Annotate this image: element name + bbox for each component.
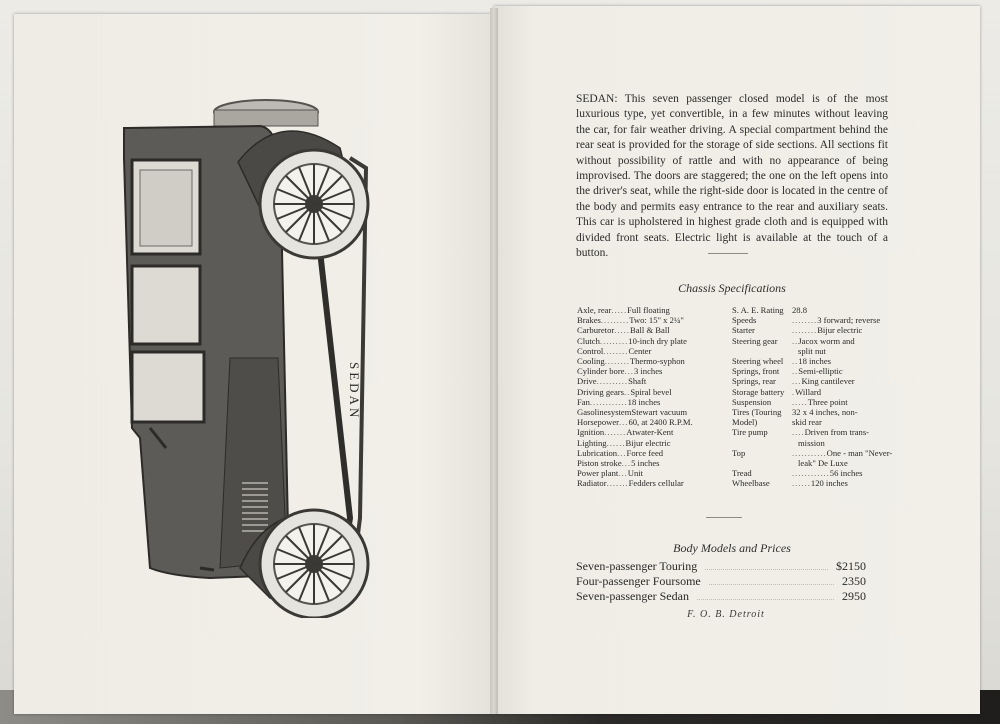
spec-value: 120 inches: [810, 478, 848, 489]
spec-row: [577, 336, 727, 346]
spec-leader: ...: [792, 376, 802, 387]
spec-key: Speeds: [732, 315, 757, 326]
model-row: [576, 574, 866, 589]
spec-key: Ignition: [577, 427, 605, 438]
spec-key: Piston stroke: [577, 458, 622, 469]
spec-leader: ...: [618, 468, 628, 479]
spec-row: [732, 448, 892, 458]
spec-key: Tread: [732, 468, 752, 479]
spec-value: Willard: [795, 386, 822, 397]
spec-row: [732, 417, 892, 427]
spec-row: [577, 346, 727, 356]
book-gutter: [490, 8, 498, 714]
spec-value: 3 inches: [633, 366, 663, 377]
spec-key: Radiator: [577, 478, 607, 489]
spec-value: Unit: [627, 468, 644, 479]
spec-leader: ..: [792, 366, 799, 377]
spec-leader: ........: [604, 356, 630, 367]
spec-value: leak" De Luxe: [798, 458, 848, 469]
spec-key: Brakes: [577, 315, 601, 326]
spec-row: [577, 468, 727, 478]
spec-key: Lubrication: [577, 447, 618, 458]
spec-key: Steering gear: [732, 335, 778, 346]
spec-leader: .........: [600, 315, 630, 326]
spec-key: Fan: [577, 396, 590, 407]
spec-value: Center: [628, 345, 652, 356]
spec-row: [732, 397, 892, 407]
chassis-specifications-title: Chassis Specifications: [678, 281, 786, 295]
spec-row: [577, 366, 727, 376]
divider-2: [706, 517, 742, 518]
spec-value: Three point: [807, 396, 848, 407]
spec-key: Lighting: [577, 437, 607, 448]
spec-value: Bijur electric: [625, 437, 671, 448]
spec-value: Stewart vacuum: [631, 407, 688, 418]
spec-key: Wheelbase: [732, 478, 770, 489]
spec-row: [732, 376, 892, 386]
spec-row: [732, 356, 892, 366]
specs-right-column: [732, 305, 892, 489]
spec-row: [732, 305, 892, 315]
spec-row: [732, 478, 892, 488]
spec-row: [577, 397, 727, 407]
spec-leader: ...........: [792, 447, 827, 458]
spec-row: [577, 427, 727, 437]
spec-key: Starter: [732, 325, 755, 336]
spec-value: 10-inch dry plate: [628, 335, 687, 346]
spec-value: Spiral bevel: [630, 386, 672, 397]
spec-leader: ........: [792, 315, 818, 326]
spec-key: Steering wheel: [732, 356, 784, 367]
spec-value: Jacox worm and: [798, 335, 855, 346]
spec-value: 3 forward; reverse: [817, 315, 881, 326]
spec-leader: ...: [621, 458, 632, 469]
spec-value: split nut: [798, 345, 826, 356]
spec-value: Force feed: [626, 447, 664, 458]
spec-value: Two: 15" x 2¼": [629, 315, 684, 326]
spec-leader: ........: [603, 345, 629, 356]
spec-key: Tires (Touring: [732, 407, 782, 418]
spec-leader: ...: [617, 447, 627, 458]
spec-row: [732, 325, 892, 335]
spec-row: [732, 315, 892, 325]
spec-value: 18 inches: [627, 396, 661, 407]
spec-value: Bijur electric: [817, 325, 863, 336]
spec-key: Top: [732, 447, 746, 458]
spec-key: Horsepower: [577, 417, 619, 428]
spec-value: One - man "Never-: [826, 447, 893, 458]
spec-value: Ball & Ball: [629, 325, 670, 336]
spec-value: Shaft: [628, 376, 647, 387]
spec-row: [732, 346, 892, 356]
spec-row: [732, 387, 892, 397]
spec-value: Thermo-syphon: [629, 356, 685, 367]
spec-key: Carburetor: [577, 325, 615, 336]
model-name: Seven-passenger Sedan: [576, 589, 689, 603]
spec-leader: ............: [792, 468, 830, 479]
spec-row: [732, 427, 892, 437]
spec-value: King cantilever: [801, 376, 855, 387]
spec-key: Springs, front: [732, 366, 780, 377]
spec-row: [577, 448, 727, 458]
spec-key: S. A. E. Rating: [732, 305, 784, 315]
spec-leader: .......: [606, 478, 629, 489]
spec-value: skid rear: [792, 417, 822, 428]
model-price: $2150: [836, 559, 866, 573]
spec-key: Driving gears: [577, 386, 625, 397]
spec-leader: .....: [614, 325, 630, 336]
spec-row: [732, 407, 892, 417]
spec-value: Fedders cellular: [628, 478, 684, 489]
spec-row: [577, 356, 727, 366]
spec-leader: ....: [792, 427, 805, 438]
body-models-title: Body Models and Prices: [673, 541, 791, 555]
spec-value: 32 x 4 inches, non-: [792, 407, 858, 418]
spec-leader: ......: [606, 437, 626, 448]
spec-leader: ..: [792, 356, 799, 367]
spec-key: Tire pump: [732, 427, 768, 438]
spec-value: mission: [798, 437, 825, 448]
spec-key: Axle, rear: [577, 305, 612, 315]
spec-leader: .: [792, 386, 796, 397]
spec-leader: ...: [624, 366, 634, 377]
spec-row: [732, 366, 892, 376]
spec-value: Full floating: [627, 305, 670, 315]
spec-value: Semi-elliptic: [798, 366, 843, 377]
model-price: 2950: [842, 589, 866, 603]
spec-row: [732, 458, 892, 468]
spec-key: Clutch: [577, 335, 600, 346]
model-name: Four-passenger Foursome: [576, 574, 701, 588]
spec-key: Drive: [577, 376, 597, 387]
spec-leader: ..: [792, 335, 799, 346]
spec-row: [577, 315, 727, 325]
models-price-list: [576, 559, 866, 604]
spec-leader: ...: [619, 417, 629, 428]
spec-key: Model): [732, 417, 758, 428]
spec-key: Gasolinesystem: [577, 407, 632, 418]
spec-key: Control: [577, 345, 604, 356]
spec-key: Suspension: [732, 396, 772, 407]
spec-row: [577, 387, 727, 397]
spec-row: [577, 325, 727, 335]
spec-value: Driven from trans-: [804, 427, 870, 438]
model-name: Seven-passenger Touring: [576, 559, 698, 573]
spec-leader: ........: [792, 325, 818, 336]
spec-row: [732, 336, 892, 346]
spec-value: 60, at 2400 R.P.M.: [628, 417, 693, 428]
spec-value: 28.8: [792, 305, 808, 315]
spec-key: Springs, rear: [732, 376, 776, 387]
spec-leader: .........: [599, 335, 629, 346]
spec-row: [577, 478, 727, 488]
spec-row: [577, 305, 727, 315]
sedan-description: SEDAN: This seven passenger closed model is of the most luxurious type, yet convertible, in a few minutes without leaving the car, for fair weather driving. A special compartment behind the rear seat is provided for the storage of side sections. All sections fit without possibility of rattle and with no appearance of being improvised. The doors are staggered; the one on the left opens into the driver's seat, while the right-side door is located in the centre of the body and permits easy entrance to the rear and auxiliary seats. This car is upholstered in highest grade cloth and is equipped with divided front seats. Electric light is available at the touch of a button.: [576, 93, 888, 260]
spec-row: [577, 417, 727, 427]
spec-row: [732, 438, 892, 448]
fob-note: F. O. B. Detroit: [687, 609, 765, 620]
spec-leader: .....: [792, 396, 808, 407]
spec-key: Power plant: [577, 468, 619, 479]
model-leader: [697, 589, 834, 600]
spec-leader: ..........: [596, 376, 629, 387]
spec-key: Cylinder bore: [577, 366, 625, 377]
model-row: [576, 589, 866, 604]
spec-key: Storage battery: [732, 386, 785, 397]
sedan-car-illustration: [110, 98, 380, 618]
model-row: [576, 559, 866, 574]
spec-value: Atwater-Kent: [626, 427, 674, 438]
divider-1: [708, 253, 748, 254]
model-price: 2350: [842, 574, 866, 588]
model-leader: [705, 559, 828, 570]
spec-leader: ..: [624, 386, 631, 397]
sedan-vertical-label: SEDAN: [347, 362, 362, 421]
spec-value: 5 inches: [631, 458, 660, 469]
spec-row: [577, 376, 727, 386]
spec-leader: ............: [589, 396, 628, 407]
model-leader: [709, 574, 834, 585]
spec-leader: ......: [792, 478, 811, 489]
spec-value: 18 inches: [798, 356, 831, 367]
spec-value: 56 inches: [829, 468, 863, 479]
specs-left-column: [577, 305, 727, 489]
spec-key: Cooling: [577, 356, 605, 367]
spec-leader: .....: [611, 305, 628, 315]
spec-row: [577, 458, 727, 468]
spec-row: [732, 468, 892, 478]
spec-row: [577, 438, 727, 448]
spec-row: [577, 407, 727, 417]
spec-leader: .......: [604, 427, 627, 438]
